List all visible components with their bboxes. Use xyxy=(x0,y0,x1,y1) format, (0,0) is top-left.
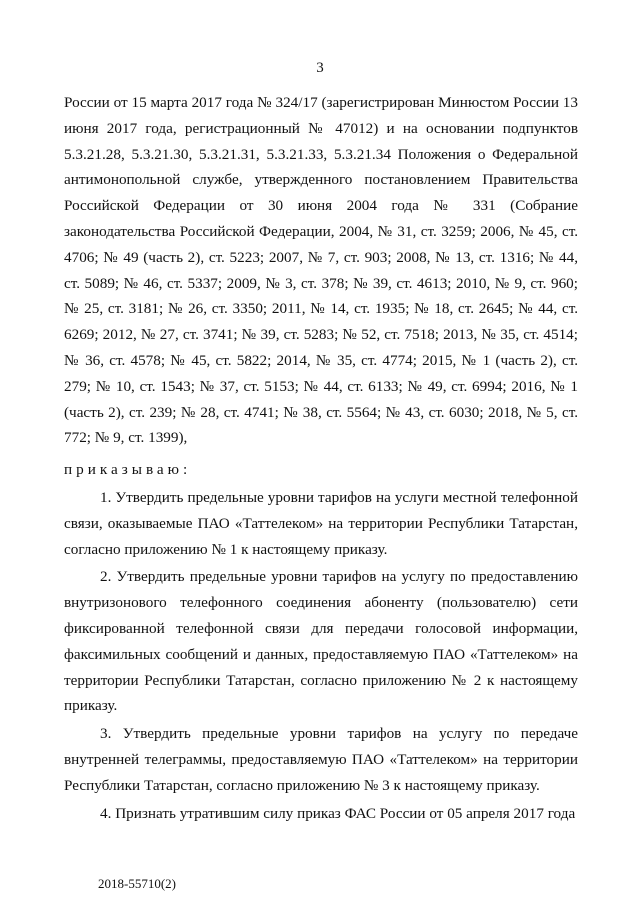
intro-paragraph: России от 15 марта 2017 года № 324/17 (зарегистрирован Минюстом России 13 июня 2017 года, регистрационный № 47012) и на основании подпунктов 5.3.21.28, 5.3.21.30, 5.3.21.31, 5.3.21.33, 5.3.21.34 Положения о Федеральной антимонопольной службе, утвержденного постановлением Правительства Российской Федерации от 30 июня 2004 года № 331 (Собрание законодательства Российской Федерации, 2004, № 31, ст. 3259; 2006, № 45, ст. 4706; № 49 (часть 2), ст. 5223; 2007, № 7, ст. 903; 2008, № 13, ст. 1316; № 44, ст. 5089; № 46, ст. 5337; 2009, № 3, ст. 378; № 39, ст. 4613; 2010, № 9, ст. 960; № 25, ст. 3181; № 26, ст. 3350; 2011, № 14, ст. 1935; № 18, ст. 2645; № 44, ст. 6269; 2012, № 27, ст. 3741; № 39, ст. 5283; № 52, ст. 7518; 2013, № 35, ст. 4514; № 36, ст. 4578; № 45, ст. 5822; 2014, № 35, ст. 4774; 2015, № 1 (часть 2), ст. 279; № 10, ст. 1543; № 37, ст. 5153; № 44, ст. 6133; № 49, ст. 6994; 2016, № 1 (часть 2), ст. 239; № 28, ст. 4741; № 38, ст. 5564; № 43, ст. 6030; 2018, № 5, ст. 772; № 9, ст. 1399), xyxy=(64,94,578,447)
order-item-1: 1. Утвердить предельные уровни тарифов на услуги местной телефонной связи, оказываемые ПАО «Таттелеком» на территории Республики Татарстан, согласно приложению № 1 к настоящему приказу. xyxy=(64,488,578,558)
order-item-4: 4. Признать утратившим силу приказ ФАС России от 05 апреля 2017 года xyxy=(100,804,576,822)
order-item-2: 2. Утвердить предельные уровни тарифов на услугу по предоставлению внутризонового телефонного соединения абоненту (пользователю) сети фиксированной телефонной связи для передачи голосовой информации, факсимильных сообщений и данных, предоставляемую ПАО «Таттелеком» на территории Республики Татарстан, согласно приложению № 2 к настоящему приказу. xyxy=(64,568,578,715)
document-body xyxy=(64,90,578,826)
document-code: 2018-55710(2) xyxy=(98,876,176,891)
order-item-3: 3. Утвердить предельные уровни тарифов на услугу по передаче внутренней телеграммы, предоставляемую ПАО «Таттелеком» на территории Республики Татарстан, согласно приложению № 3 к настоящему приказу. xyxy=(64,725,578,794)
order-word: приказываю: xyxy=(64,461,192,479)
page-number: 3 xyxy=(316,60,324,76)
